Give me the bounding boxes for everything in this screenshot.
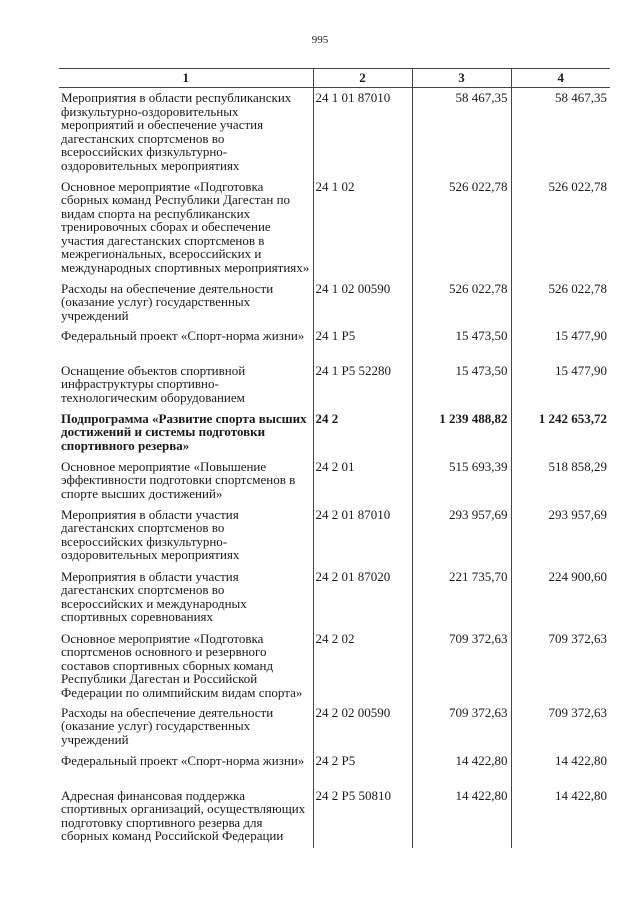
row-value-4: 224 900,60 xyxy=(511,567,610,629)
row-value-3: 14 422,80 xyxy=(412,786,511,848)
row-name: Основное мероприятие «Подготовка сборных команд Республики Дагестан по видам спорта на республиканских тренировочных сборах и обеспечение участия дагестанских спортсменов в межрегиональных, всероссийских и международных спортивных мероприятиях» xyxy=(61,178,310,275)
row-value-4: 709 372,63 xyxy=(511,703,610,751)
row-value-3: 1 239 488,82 xyxy=(412,409,511,457)
row-value-4: 709 372,63 xyxy=(511,629,610,703)
table-row xyxy=(59,751,610,786)
row-code: 24 2 P5 xyxy=(313,751,412,786)
header-col-1: 1 xyxy=(59,69,313,88)
row-name: Мероприятия в области участия дагестанских спортсменов во всероссийских и международных спортивных соревнованиях xyxy=(61,568,247,624)
row-code: 24 2 01 xyxy=(313,457,412,505)
row-code: 24 1 02 00590 xyxy=(313,279,412,326)
row-name: Оснащение объектов спортивной инфраструктуры спортивно-технологическим оборудованием xyxy=(61,362,246,405)
page-number: 995 xyxy=(311,34,329,46)
row-value-3: 293 957,69 xyxy=(412,505,511,567)
row-value-3: 58 467,35 xyxy=(412,88,511,177)
row-value-3: 526 022,78 xyxy=(412,177,511,279)
row-value-4: 15 477,90 xyxy=(511,326,610,361)
row-code: 24 2 P5 50810 xyxy=(313,786,412,848)
row-code: 24 1 P5 52280 xyxy=(313,361,412,409)
row-value-4: 1 242 653,72 xyxy=(511,409,610,457)
row-value-3: 709 372,63 xyxy=(412,703,511,751)
row-code: 24 1 P5 xyxy=(313,326,412,361)
row-code: 24 1 01 87010 xyxy=(313,88,412,177)
row-name: Федеральный проект «Спорт-норма жизни» xyxy=(61,327,305,343)
row-value-4: 14 422,80 xyxy=(511,751,610,786)
row-value-4: 14 422,80 xyxy=(511,786,610,848)
row-value-3: 709 372,63 xyxy=(412,629,511,703)
row-code: 24 2 01 87020 xyxy=(313,567,412,629)
table-row xyxy=(59,786,610,848)
row-code: 24 2 02 00590 xyxy=(313,703,412,751)
header-col-2: 2 xyxy=(313,69,412,88)
header-col-4: 4 xyxy=(511,69,610,88)
table-row xyxy=(59,457,610,505)
row-value-4: 293 957,69 xyxy=(511,505,610,567)
header-col-3: 3 xyxy=(412,69,511,88)
row-name: Мероприятия в области республиканских физкультурно-оздоровительных мероприятий и обеспечение участия дагестанских спортсменов во всероссийских физкультурно-оздоровительных мероприятиях xyxy=(61,90,292,173)
row-value-4: 518 858,29 xyxy=(511,457,610,505)
table-row xyxy=(59,629,610,703)
table-row xyxy=(59,703,610,751)
row-name: Федеральный проект «Спорт-норма жизни» xyxy=(61,752,305,768)
row-value-3: 515 693,39 xyxy=(412,457,511,505)
row-value-4: 526 022,78 xyxy=(511,279,610,326)
row-value-3: 15 473,50 xyxy=(412,326,511,361)
row-value-3: 15 473,50 xyxy=(412,361,511,409)
table-body xyxy=(59,88,610,848)
table-header xyxy=(59,69,610,88)
row-value-3: 14 422,80 xyxy=(412,751,511,786)
budget-table xyxy=(59,68,610,848)
row-value-3: 221 735,70 xyxy=(412,567,511,629)
table-row-subprogram xyxy=(59,409,610,457)
row-name: Основное мероприятие «Повышение эффективности подготовки спортсменов в спорте высших достижений» xyxy=(61,458,296,501)
row-code: 24 2 xyxy=(313,409,412,457)
row-name: Адресная финансовая поддержка спортивных организаций, осуществляющих подготовку спортивного резерва для сборных команд Российской Федерации xyxy=(61,787,306,843)
table-row xyxy=(59,326,610,361)
row-name: Расходы на обеспечение деятельности (оказание услуг) государственных учреждений xyxy=(61,280,274,323)
row-name: Основное мероприятие «Подготовка спортсменов основного и резервного составов спортивных сборных команд Республики Дагестан и Российской Федерации по олимпийским видам спорта» xyxy=(61,630,303,700)
row-name: Расходы на обеспечение деятельности (оказание услуг) государственных учреждений xyxy=(61,704,274,747)
table-row xyxy=(59,505,610,567)
table-row xyxy=(59,279,610,326)
row-code: 24 2 01 87010 xyxy=(313,505,412,567)
table-row xyxy=(59,177,610,279)
header-row xyxy=(59,69,610,88)
row-value-4: 526 022,78 xyxy=(511,177,610,279)
table-row xyxy=(59,88,610,177)
row-code: 24 2 02 xyxy=(313,629,412,703)
row-value-4: 58 467,35 xyxy=(511,88,610,177)
table-row xyxy=(59,567,610,629)
row-value-3: 526 022,78 xyxy=(412,279,511,326)
row-code: 24 1 02 xyxy=(313,177,412,279)
row-value-4: 15 477,90 xyxy=(511,361,610,409)
row-name: Мероприятия в области участия дагестанских спортсменов во всероссийских физкультурно-оздоровительных мероприятиях xyxy=(61,506,240,562)
row-name: Подпрограмма «Развитие спорта высших достижений и системы подготовки спортивного резерва» xyxy=(61,410,307,453)
table-row xyxy=(59,361,610,409)
